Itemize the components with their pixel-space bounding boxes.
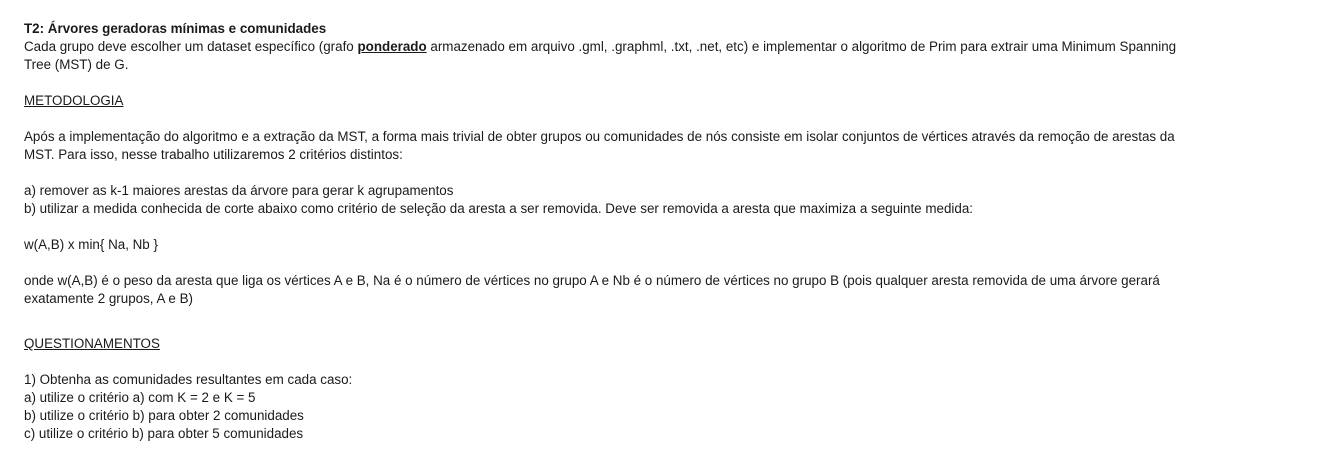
question-1c: c) utilize o critério b) para obter 5 comunidades (24, 426, 304, 441)
spacer (24, 308, 1296, 335)
explanation-line-2: exatamente 2 grupos, A e B) (24, 291, 193, 306)
spacer (24, 218, 1296, 236)
criterion-b: b) utilizar a medida conhecida de corte abaixo como critério de seleção da aresta a ser removida. Deve ser removida a aresta que maximiza a seguinte medida: (24, 201, 973, 216)
question-1a: a) utilize o critério a) com K = 2 e K = 5 (24, 390, 256, 405)
intro-line-2: Tree (MST) de G. (24, 57, 129, 72)
questionamentos-heading: QUESTIONAMENTOS (24, 336, 160, 351)
spacer (24, 353, 1296, 371)
question-1: 1) Obtenha as comunidades resultantes em cada caso: (24, 372, 353, 387)
intro-emphasis: ponderado (357, 39, 427, 54)
formula: w(A,B) x min{ Na, Nb } (24, 237, 158, 252)
metodologia-heading: METODOLOGIA (24, 93, 124, 108)
metodologia-paragraph-line-1: Após a implementação do algoritmo e a extração da MST, a forma mais trivial de obter grupos ou comunidades de nós consiste em isolar conjuntos de vértices através da remoção de arestas da (24, 129, 1175, 144)
spacer (24, 74, 1296, 92)
criterion-a: a) remover as k-1 maiores arestas da árvore para gerar k agrupamentos (24, 183, 454, 198)
question-1b: b) utilize o critério b) para obter 2 comunidades (24, 408, 304, 423)
page-title: T2: Árvores geradoras mínimas e comunidades (24, 21, 327, 36)
metodologia-paragraph-line-2: MST. Para isso, nesse trabalho utilizaremos 2 critérios distintos: (24, 147, 403, 162)
spacer (24, 254, 1296, 272)
explanation-line-1: onde w(A,B) é o peso da aresta que liga os vértices A e B, Na é o número de vértices no grupo A e Nb é o número de vértices no grupo B (pois qualquer aresta removida de uma árvore gerará (24, 273, 1160, 288)
intro-text-before: Cada grupo deve escolher um dataset específico (grafo (24, 39, 358, 54)
document-body (24, 20, 1296, 443)
spacer (24, 164, 1296, 182)
intro-line-1 (24, 38, 1296, 56)
intro-text-after: armazenado em arquivo .gml, .graphml, .txt, .net, etc) e implementar o algoritmo de Prim para extrair uma Minimum Spanning (426, 39, 1177, 54)
spacer (24, 110, 1296, 128)
